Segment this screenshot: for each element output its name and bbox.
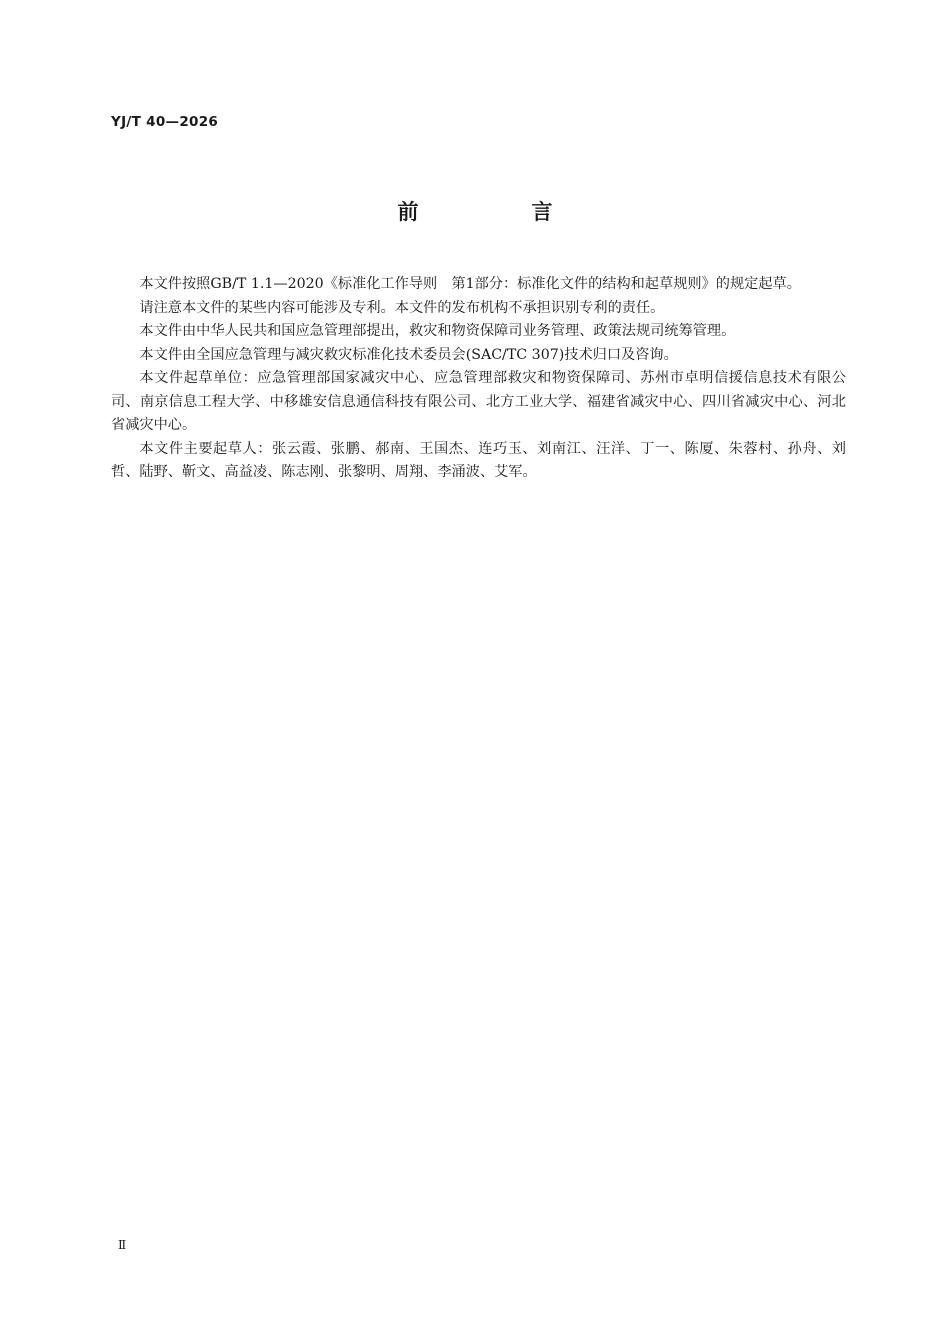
foreword-body [111,273,846,485]
paragraph-patent-notice: 请注意本文件的某些内容可能涉及专利。本文件的发布机构不承担识别专利的责任。 [139,299,665,316]
paragraph-drafting-units: 本文件起草单位：应急管理部国家减灾中心、应急管理部救灾和物资保障司、苏州市卓明信援信息技术有限公司、南京信息工程大学、中移雄安信息通信科技有限公司、北方工业大学、福建省减灾中心、四川省减灾中心、河北省减灾中心。 [111,370,846,433]
standard-code: YJ/T 40—2026 [111,114,219,130]
paragraph-main-drafters: 本文件主要起草人：张云霞、张鹏、郝南、王国杰、连巧玉、刘南江、汪洋、丁一、陈厦、朱蓉村、孙舟、刘哲、陆野、靳文、高益凌、陈志刚、张黎明、周翔、李涌波、艾军。 [111,440,846,480]
page-number: Ⅱ [118,1238,127,1252]
paragraph-proposer: 本文件由中华人民共和国应急管理部提出，救灾和物资保障司业务管理、政策法规司统筹管理。 [139,323,736,339]
paragraph-drafting-rules: 本文件按照GB/T 1.1—2020《标准化工作导则 第1部分：标准化文件的结构和起草规则》的规定起草。 [139,276,801,292]
page-title: 前 言 [397,200,599,224]
paragraph-technical-committee: 本文件由全国应急管理与减灾救灾标准化技术委员会(SAC/TC 307)技术归口及咨询。 [139,346,678,363]
